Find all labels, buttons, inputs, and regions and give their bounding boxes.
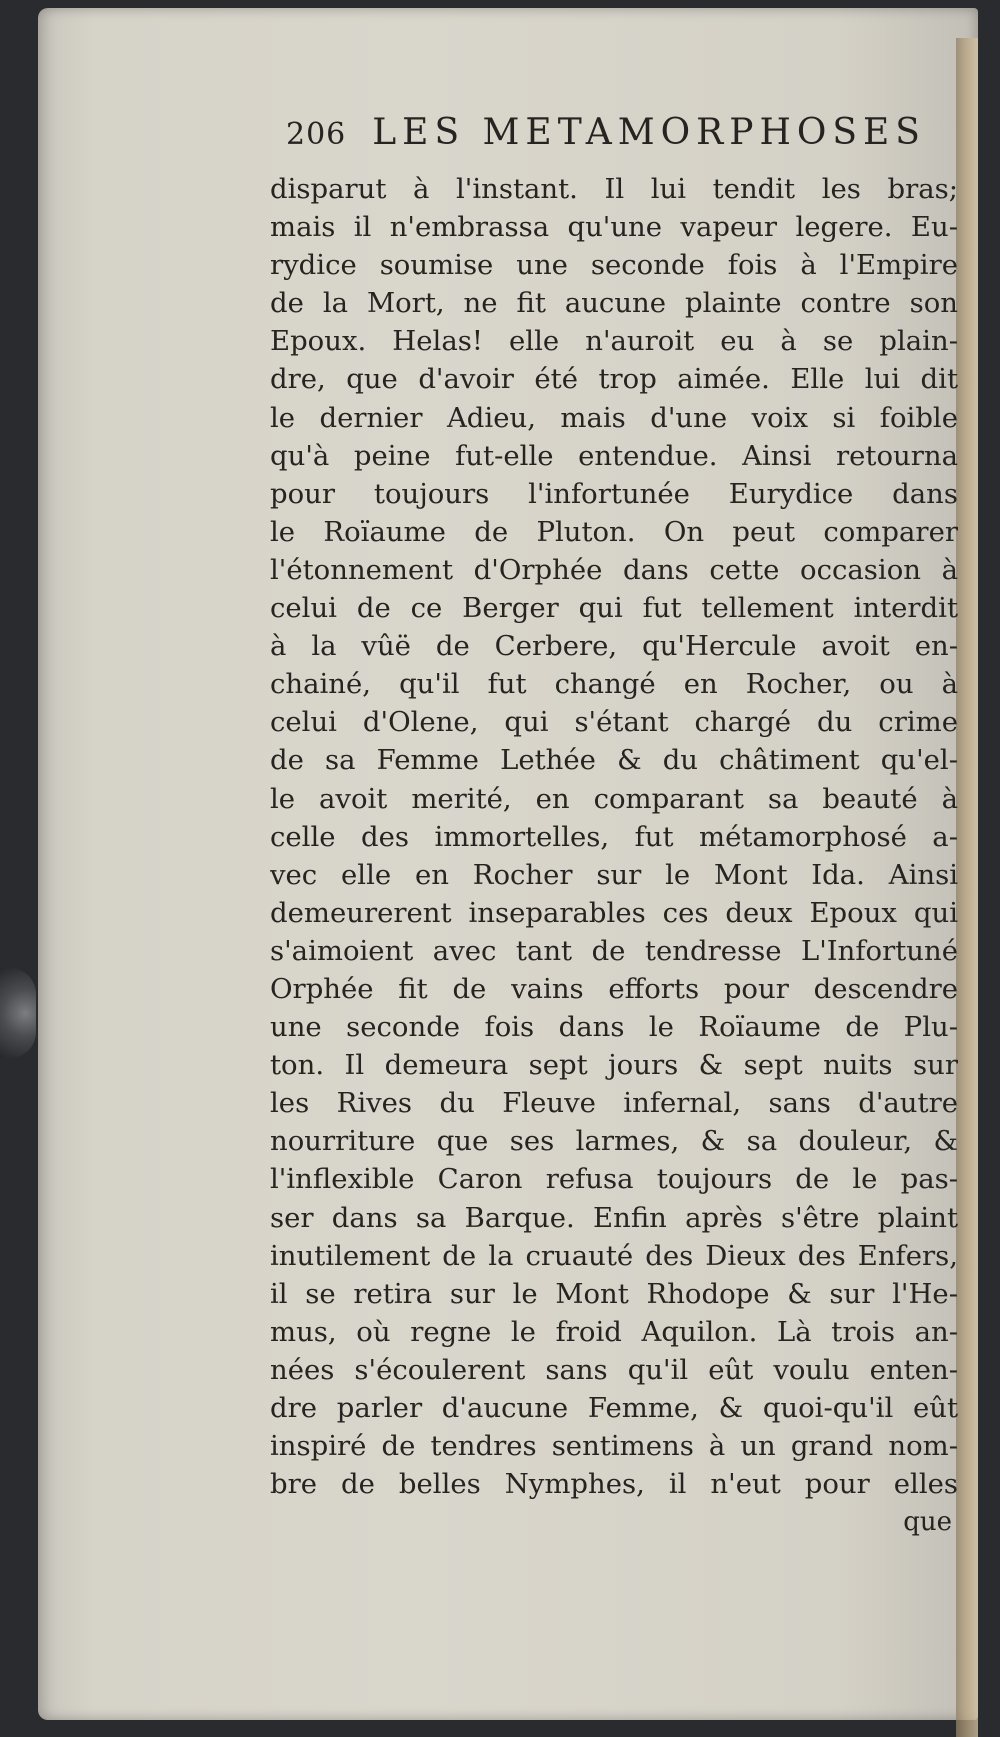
text-line: l'étonnement d'Orphée dans cette occasion à — [270, 553, 958, 586]
text-line: bre de belles Nymphes, il n'eut pour elles — [270, 1468, 958, 1501]
running-head — [286, 112, 958, 170]
page-edge — [956, 38, 978, 1737]
text-line: pour toujours l'infortunée Eurydice dans — [270, 477, 958, 510]
text-line: l'inflexible Caron refusa toujours de le pas- — [270, 1163, 958, 1196]
text-line: le Roïaume de Pluton. On peut comparer — [270, 515, 958, 548]
text-line: vec elle en Rocher sur le Mont Ida. Ainsi — [270, 858, 958, 891]
text-line: de sa Femme Lethée & du châtiment qu'el- — [270, 744, 958, 777]
page-number: 206 — [286, 117, 347, 152]
text-line: mais il n'embrassa qu'une vapeur legere. Eu- — [270, 211, 958, 244]
text-line: le dernier Adieu, mais d'une voix si foible — [270, 401, 958, 434]
text-line: s'aimoient avec tant de tendresse L'Infortuné — [270, 934, 958, 967]
text-line: rydice soumise une seconde fois à l'Empire — [270, 249, 958, 282]
text-line: qu'à peine fut-elle entendue. Ainsi retourna — [270, 439, 958, 472]
text-line: nées s'écoulerent sans qu'il eût voulu enten- — [270, 1353, 958, 1386]
running-title: LES METAMORPHOSES — [372, 112, 926, 153]
body-text — [270, 170, 958, 1503]
text-line: demeurerent inseparables ces deux Epoux qui — [270, 896, 958, 929]
text-line: les Rives du Fleuve infernal, sans d'autre — [270, 1087, 958, 1120]
book-clasp — [0, 968, 36, 1058]
text-line: Orphée fit de vains efforts pour descendre — [270, 972, 958, 1005]
text-line: nourriture que ses larmes, & sa douleur, & — [270, 1125, 958, 1158]
text-line: mus, où regne le froid Aquilon. Là trois an- — [270, 1315, 958, 1348]
page-text-block — [270, 112, 958, 1541]
text-line: dre, que d'avoir été trop aimée. Elle lui dit — [270, 363, 958, 396]
text-line: le avoit merité, en comparant sa beauté à — [270, 782, 958, 815]
text-line: Epoux. Helas! elle n'auroit eu à se plain- — [270, 325, 958, 358]
text-line: celui de ce Berger qui fut tellement interdit — [270, 592, 958, 625]
text-line: il se retira sur le Mont Rhodope & sur l'He- — [270, 1277, 958, 1310]
text-line: inutilement de la cruauté des Dieux des Enfers, — [270, 1239, 958, 1272]
text-line: à la vûë de Cerbere, qu'Hercule avoit en- — [270, 630, 958, 663]
text-line: ton. Il demeura sept jours & sept nuits sur — [270, 1049, 958, 1082]
text-line: de la Mort, ne fit aucune plainte contre son — [270, 287, 958, 320]
catchword: que — [903, 1507, 952, 1538]
text-line: celle des immortelles, fut métamorphosé a- — [270, 820, 958, 853]
text-line: dre parler d'aucune Femme, & quoi-qu'il eût — [270, 1392, 958, 1424]
text-line: chainé, qu'il fut changé en Rocher, ou à — [270, 668, 958, 701]
text-line: une seconde fois dans le Roïaume de Plu- — [270, 1011, 958, 1044]
text-line: celui d'Olene, qui s'étant chargé du crime — [270, 706, 958, 739]
text-line: disparut à l'instant. Il lui tendit les bras; — [270, 173, 958, 205]
text-line: inspiré de tendres sentimens à un grand nom- — [270, 1430, 958, 1463]
text-line: ser dans sa Barque. Enfin après s'être plaint — [270, 1201, 958, 1234]
